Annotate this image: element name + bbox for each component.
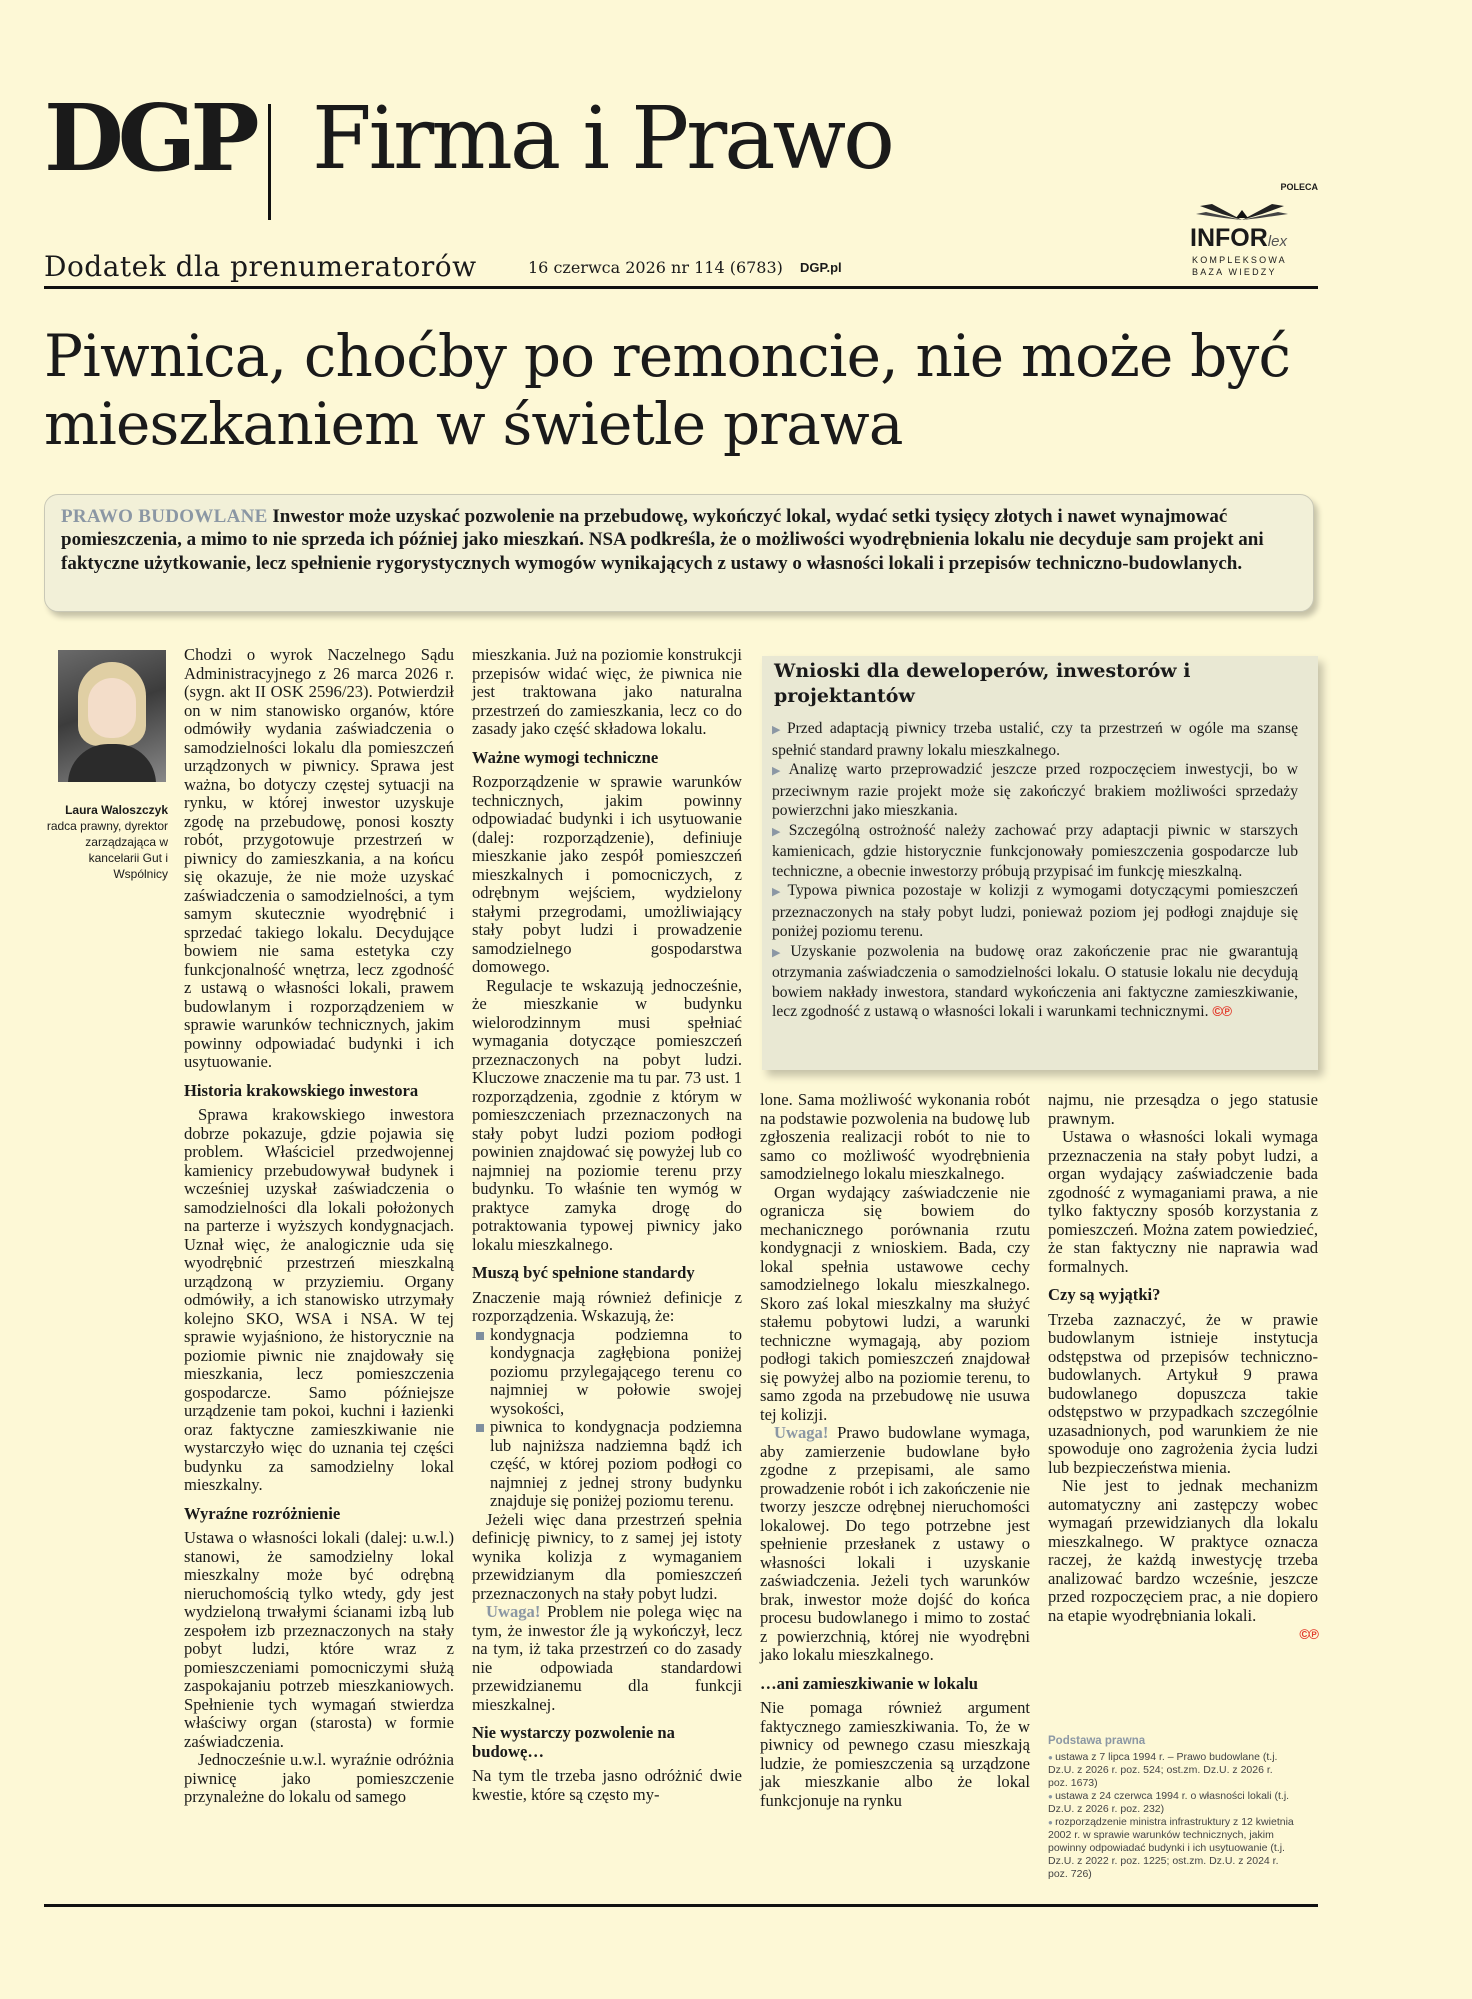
paragraph: Jeżeli więc dana przestrzeń spełnia definicję piwnicy, to z samej jej istoty wynika kolizja z wymaganiem przewidzianym dla pomieszczeń przeznaczonych na stały pobyt ludzi.	[472, 1509, 742, 1603]
legal-basis	[1048, 1735, 1294, 1881]
list-item: piwnica to kondygnacja podziemna lub najniższa nadziemna bądź ich część, w której poziom podłogi co najmniej z jednej strony budynku znajduje się poniżej poziomu terenu.	[472, 1418, 742, 1511]
brand-logo: DGP	[44, 84, 254, 192]
conclusion-item: ▶ Szczególną ostrożność należy zachować przy adaptacji piwnic w starszych kamienicach, gdzie historycznie funkcjonowały pomieszczenia gospodarcze lub techniczne, a obecnie inwestorzy próbują przypisać im funkcję mieszkalną.	[772, 821, 1298, 880]
definition-list	[472, 1326, 742, 1511]
infor-wings-icon	[1192, 198, 1292, 224]
site-link[interactable]: DGP.pl	[800, 260, 842, 275]
masthead-rule	[44, 286, 1318, 289]
paragraph: Regulacje te wskazują jednocześnie, że mieszkanie w budynku wielorodzinnym musi spełniać wymagania dotyczące pomieszczeń przeznaczonych na pobyt ludzi. Kluczowe znaczenie ma tu par. 73 ust. 1 rozporządzenia, zgodnie z którym w pomieszczeniach przeznaczonych na stały pobyt ludzi poziom podłogi powinien znajdować się powyżej lub co najmniej na poziomie terenu przy budynku. To właśnie ten wymóg w praktyce zamyka drogę do potraktowania typowej piwnicy jako lokalu mieszkalnego.	[472, 975, 742, 1254]
legal-basis-item: ● rozporządzenie ministra infrastruktury z 12 kwietnia 2002 r. w sprawie warunków technicznych, jakim powinny odpowiadać budynki i ich usytuowanie (t.j. Dz.U. z 2022 r. poz. 1225; ost.zm. Dz.U. z 2024 r. poz. 726)	[1048, 1816, 1294, 1881]
conclusions-title: Wnioski dla deweloperów, inwestorów i projektantów	[774, 660, 1191, 707]
subheading: Muszą być spełnione standardy	[472, 1263, 695, 1282]
conclusions-box	[762, 656, 1318, 1070]
paragraph: Ustawa o własności lokali (dalej: u.w.l.) stanowi, że samodzielny lokal mieszkalny może być odrębną nieruchomością tylko wtedy, gdy jest wydzieloną trwałymi ścianami izbą lub zespołem izb przeznaczonych na stały pobyt ludzi, które wraz z pomieszczeniami pomocniczymi służą zaspokajaniu potrzeb mieszkaniowych. Spełnienie tych wymagań stwierdza właściwy organ (starosta) w formie zaświadczenia.	[184, 1528, 454, 1751]
subheading: Wyraźne rozróżnienie	[184, 1503, 341, 1523]
conclusion-item: ▶ Uzyskanie pozwolenia na budowę oraz zakończenie prac nie gwarantują otrzymania zaświadczenia o samodzielności lokalu. O statusie lokalu nie decydują bowiem nakłady inwestora, standard wykończenia ani faktyczne zamieszkiwanie, lecz zgodność z ustawą o własności lokali i warunkami technicznymi. ©℗	[772, 942, 1298, 1020]
paragraph: Sprawa krakowskiego inwestora dobrze pokazuje, gdzie pojawia się problem. Właściciel przedwojennej kamienicy przebudowywał budynek i wcześniej uzyskał zaświadczenia o samodzielności dla lokali położonych na parterze i wyższych kondygnacjach. Uznał więc, że analogicznie uda się wyodrębnić przestrzeń mieszkalną urządzoną w przyziemiu. Organy odmówiły, a ich stanowisko utrzymały kolejno SKO, WSA i NSA. W tej sprawie wyjaśniono, że historycznie na poziomie piwnic nie znajdowały się mieszkania, lecz pomieszczenia gospodarcze. Samo późniejsze urządzenie tam pokoi, kuchni i łazienki oraz faktyczne zamieszkiwanie nie wystarczyło więc do uznania tej części budynku za samodzielny lokal mieszkalny.	[184, 1105, 454, 1494]
subheading: Czy są wyjątki?	[1048, 1285, 1161, 1304]
paragraph: Uwaga! Prawo budowlane wymaga, aby zamierzenie budowlane było zgodne z przepisami, ale samo prowadzenie robót i ich zakończenie nie tworzy jeszcze odrębnej nieruchomości lokalowej. Do tego potrzebne jest spełnienie przesłanek z ustawy o własności lokali i uzyskanie zaświadczenia. Jeżeli tych warunków brak, inwestor może dojść do końca procesu budowlanego i mimo to zostać z powierzchnią, której nie wyodrębni jako lokalu mieszkalnego.	[760, 1423, 1030, 1664]
author-photo	[58, 650, 166, 782]
article-headline: Piwnica, choćby po remoncie, nie może być mieszkaniem w świetle prawa	[44, 322, 1291, 458]
paragraph: Trzeba zaznaczyć, że w prawie budowlanym istnieje instytucja odstępstwa od przepisów techniczno-budowlanych. Artykuł 9 prawa budowlanego dopuszcza takie odstępstwo w przypadkach szczególnie uzasadnionych, pod warunkiem że nie spowoduje ono zagrożenia życia ludzi lub bezpieczeństwa mienia.	[1048, 1309, 1318, 1477]
author-caption	[40, 802, 168, 882]
paragraph: Jednocześnie u.w.l. wyraźnie odróżnia piwnicę jako pomieszczenie przynależne do lokalu od samego	[184, 1750, 454, 1806]
subheading: Nie wystarczy pozwolenie na budowę…	[472, 1723, 675, 1761]
infor-tagline-1: KOMPLEKSOWA	[1192, 255, 1287, 265]
paragraph: Znaczenie mają również definicje z rozporządzenia. Wskazują, że:	[472, 1287, 742, 1325]
conclusion-item: ▶ Przed adaptacją piwnicy trzeba ustalić, czy ta przestrzeń w ogóle ma szansę spełnić standard prawny lokalu mieszkalnego.	[772, 720, 1298, 759]
supplement-subtitle: Dodatek dla prenumeratorów	[44, 250, 477, 283]
article-lead	[44, 494, 1314, 612]
column-3	[760, 1091, 1030, 1896]
lead-text: Inwestor może uzyskać pozwolenie na przebudowę, wykończyć lokal, wydać setki tysięcy złotych i nawet wynajmować pomieszczenia, a mimo to nie sprzeda ich później jako mieszkań. NSA podkreśla, że o możliwości wyodrębnienia lokalu nie decyduje sam projekt ani faktyczne użytkowanie, lecz spełnienie rygorystycznych wymogów wynikających z ustawy o własności lokali i przepisów techniczno-budowlanych.	[61, 506, 1264, 574]
note-label: Uwaga!	[486, 1602, 541, 1621]
paragraph: najmu, nie przesądza o jego statusie prawnym.	[1048, 1090, 1318, 1128]
author-role: radca prawny, dyrektor zarządzająca w kancelarii Gut i Wspólnicy	[46, 819, 168, 881]
subheading: Historia krakowskiego inwestora	[184, 1080, 419, 1100]
issue-dateline: 16 czerwca 2026 nr 114 (6783)	[528, 258, 783, 277]
paragraph: Na tym tle trzeba jasno odróżnić dwie kwestie, które są często my-	[472, 1766, 742, 1804]
infor-logo	[1188, 182, 1318, 282]
paragraph: Chodzi o wyrok Naczelnego Sądu Administracyjnego z 26 marca 2026 r. (sygn. akt II OSK 2596/23). Potwierdził on w nim stanowisko organów, które odmówiły wydania zaświadczenia o samodzielności lokalu dla pomieszczeń urządzonych w piwnicy. Sprawa jest ważna, bo dotyczy częstej sytuacji na rynku, w której inwestor uzyskuje zgodę na przebudowę, ponosi koszty robót, przygotowuje przestrzeń w piwnicy do zamieszkania, a na końcu się okazuje, że nie może uzyskać zaświadczenia o samodzielności, a tym samym skutecznie wyodrębnić i sprzedać takiego lokalu. Decydujące bowiem nie sama estetyka czy funkcjonalność wnętrza, lecz zgodność z ustawą o własności lokali, prawem budowlanym i rozporządzeniem w sprawie warunków technicznych, jakim powinny odpowiadać budynki i ich usytuowanie.	[184, 645, 454, 1071]
column-2	[472, 646, 742, 1896]
conclusion-item: ▶ Typowa piwnica pozostaje w kolizji z wymogami dotyczącymi pomieszczeń przeznaczonych na stały pobyt ludzi, ponieważ poziom jej podłogi znajduje się poniżej poziomu terenu.	[772, 882, 1298, 940]
bottom-rule	[44, 1904, 1318, 1907]
paragraph: Rozporządzenie w sprawie warunków technicznych, jakim powinny odpowiadać budynki i ich usytuowanie (dalej: rozporządzenie), definiuje mieszkanie jako zespół pomieszczeń mieszkalnych i pomocniczych, z odrębnym wejściem, wydzielony stałymi przegrodami, umożliwiający stały pobyt ludzi i prowadzenie samodzielnego gospodarstwa domowego.	[472, 772, 742, 976]
author-signature: ©℗	[1212, 1003, 1232, 1019]
infor-poleca: POLECA	[1280, 182, 1318, 192]
paragraph: Nie jest to jednak mechanizm automatyczny ani zastępczy wobec wymagań przewidzianych dla lokalu mieszkalnego. W praktyce oznacza raczej, że każdą inwestycję trzeba analizować bardzo wcześnie, jeszcze przed rozpoczęciem prac, a nie dopiero na etapie wyodrębniania lokali.	[1048, 1476, 1318, 1625]
column-4	[1048, 1091, 1318, 1731]
note-label: Uwaga!	[774, 1423, 829, 1442]
paragraph: Uwaga! Problem nie polega więc na tym, że inwestor źle ją wykończył, lecz na tym, iż taka przestrzeń co do zasady nie odpowiada standardowi przewidzianemu dla funkcji mieszkalnej.	[472, 1602, 742, 1714]
author-name: Laura Waloszczyk	[65, 803, 168, 817]
paragraph: Nie pomaga również argument faktycznego zamieszkiwania. To, że w piwnicy od pewnego czasu mieszkają ludzie, że pomieszczenia są urządzone jak mieszkanie albo że lokal funkcjonuje na rynku	[760, 1698, 1030, 1810]
conclusion-item: ▶ Analizę warto przeprowadzić jeszcze przed rozpoczęciem inwestycji, bo w przeciwnym razie projekt może się zakończyć brakiem możliwości sprzedaży powierzchni jako mieszkania.	[772, 761, 1298, 819]
paragraph: Ustawa o własności lokali wymaga przeznaczenia na stały pobyt ludzi, a organ wydający zaświadczenie bada zgodność z wymaganiami prawa, a nie tylko faktyczny sposób korzystania z pomieszczeń. Można zatem powiedzieć, że stan faktyczny nie naprawia wad formalnych.	[1048, 1127, 1318, 1276]
paragraph: lone. Sama możliwość wykonania robót na podstawie pozwolenia na budowę lub zgłoszenia realizacji robót to nie to samo co możliwość wyodrębnienia samodzielnego lokalu mieszkalnego.	[760, 1090, 1030, 1183]
masthead-divider	[268, 104, 271, 220]
infor-wordmark: INFORlex	[1190, 224, 1287, 252]
subheading: Ważne wymogi techniczne	[472, 747, 659, 767]
legal-basis-item: ● ustawa z 7 lipca 1994 r. – Prawo budowlane (t.j. Dz.U. z 2026 r. poz. 524; ost.zm. Dz.U. z 2026 r. poz. 1673)	[1048, 1751, 1294, 1790]
infor-tagline-2: BAZA WIEDZY	[1192, 267, 1277, 277]
paragraph: mieszkania. Już na poziomie konstrukcji przepisów widać więc, że piwnica nie jest traktowana jako naturalna przestrzeń do zamieszkania, lecz co do zasady jako część składowa lokalu.	[472, 645, 742, 738]
lead-kicker: PRAWO BUDOWLANE	[61, 506, 268, 527]
legal-basis-item: ● ustawa z 24 czerwca 1994 r. o własności lokali (t.j. Dz.U. z 2026 r. poz. 232)	[1048, 1790, 1294, 1816]
author-signature: ©℗	[1299, 1626, 1318, 1642]
section-title: Firma i Prawo	[312, 89, 892, 189]
column-1	[184, 646, 454, 1896]
subheading: …ani zamieszkiwanie w lokalu	[760, 1673, 979, 1693]
list-item: kondygnacja podziemna to kondygnacja zagłębiona poniżej poziomu przylegającego terenu co najmniej w połowie swojej wysokości,	[472, 1326, 742, 1419]
legal-basis-title: Podstawa prawna	[1048, 1735, 1146, 1747]
paragraph: Organ wydający zaświadczenie nie ogranicza się bowiem do mechanicznego porównania rzutu kondygnacji z wnioskiem. Bada, czy lokal spełnia ustawowe cechy samodzielnego lokalu mieszkalnego. Skoro zaś lokal mieszkalny ma służyć stałemu pobytowi ludzi, a warunki techniczne wymagają, aby poziom podłogi takich pomieszczeń znajdował się powyżej albo na poziomie terenu, to samo zgoda na przebudowę nie usuwa tej kolizji.	[760, 1182, 1030, 1424]
